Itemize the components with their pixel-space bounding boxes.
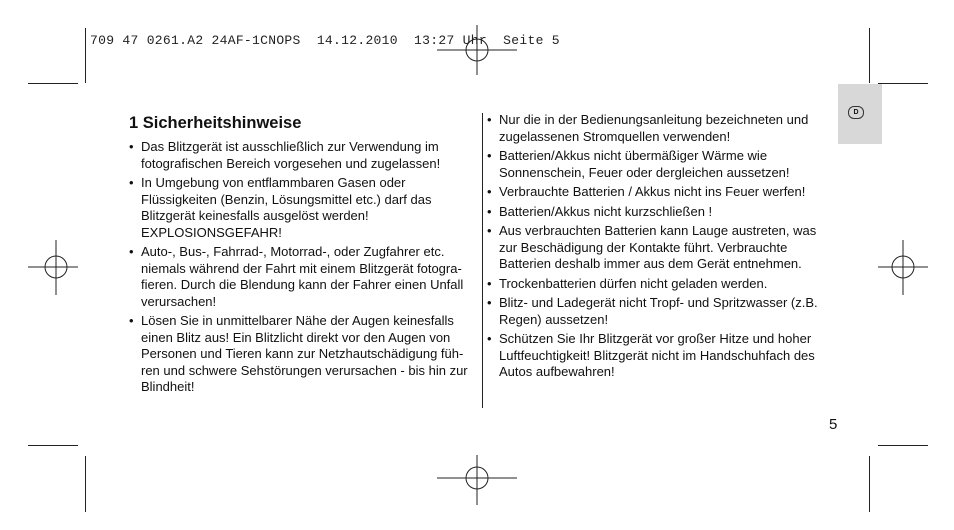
list-item: • Auto-, Bus-, Fahrrad-, Motorrad-, oder Zugfahrer etc. niemals während der Fahrt mit einem Blitzgerät fotogra-fieren. Durch die Blendung kann der Fahrer einen Unfall verursachen! [129, 244, 481, 310]
left-list [129, 139, 481, 396]
crop-mark-top-left-v [85, 28, 86, 83]
page-number: 5 [829, 416, 838, 433]
registration-mark-left [28, 240, 78, 300]
crop-mark-top-right-v [869, 28, 870, 83]
section-title: 1 Sicherheitshinweise [129, 114, 302, 132]
list-item: • Aus verbrauchten Batterien kann Lauge austreten, was zur Beschädigung der Kontakte führt. Verbrauchte Batterien deshalb immer aus dem Gerät entnehmen. [487, 223, 832, 273]
registration-mark-bottom [437, 455, 517, 505]
list-item: • Batterien/Akkus nicht kurzschließen ! [487, 204, 832, 221]
crop-mark-bottom-left-v [85, 456, 86, 512]
list-item: • Lösen Sie in unmittelbarer Nähe der Augen keinesfalls einen Blitz aus! Ein Blitzlicht direkt vor den Augen von Personen und Tieren kann zur Netzhautschädigung füh-ren und schwere Sehstörungen verursachen - bis hin zur Blindheit! [129, 313, 481, 396]
registration-mark-top [437, 25, 517, 75]
left-column [129, 113, 481, 399]
list-item: • Schützen Sie Ihr Blitzgerät vor großer Hitze und hoher Luftfeuchtigkeit! Blitzgerät nicht im Handschuhfach des Autos aufbewahren! [487, 331, 832, 381]
print-header: 709 47 0261.A2 24AF-1CNOPS 14.12.2010 13:27 Uhr Seite 5 [90, 33, 560, 48]
registration-mark-right [878, 240, 928, 300]
list-item: • Blitz- und Ladegerät nicht Tropf- und Spritzwasser (z.B. Regen) aussetzen! [487, 295, 832, 328]
list-item: • Nur die in der Bedienungsanleitung bezeichneten und zugelassenen Stromquellen verwenden! [487, 112, 832, 145]
right-list [487, 112, 832, 381]
list-item: • Verbrauchte Batterien / Akkus nicht ins Feuer werfen! [487, 184, 832, 201]
list-item: • Das Blitzgerät ist ausschließlich zur Verwendung im fotografischen Bereich vorgesehen und zugelassen! [129, 139, 481, 172]
crop-mark-top-right-h [878, 83, 928, 84]
crop-mark-bottom-right-h [878, 445, 928, 446]
list-item: • In Umgebung von entflammbaren Gasen oder Flüssigkeiten (Benzin, Lösungsmittel etc.) darf das Blitzgerät keinesfalls ausgelöst werden! EXPLOSIONSGEFAHR! [129, 175, 481, 241]
list-item: • Trockenbatterien dürfen nicht geladen werden. [487, 276, 832, 293]
crop-mark-bottom-left-h [28, 445, 78, 446]
crop-mark-top-left-h [28, 83, 78, 84]
column-divider [482, 113, 483, 408]
list-item: • Batterien/Akkus nicht übermäßiger Wärme wie Sonnenschein, Feuer oder dergleichen aussetzen! [487, 148, 832, 181]
right-column [487, 112, 832, 384]
crop-mark-bottom-right-v [869, 456, 870, 512]
language-badge: D [848, 106, 864, 119]
